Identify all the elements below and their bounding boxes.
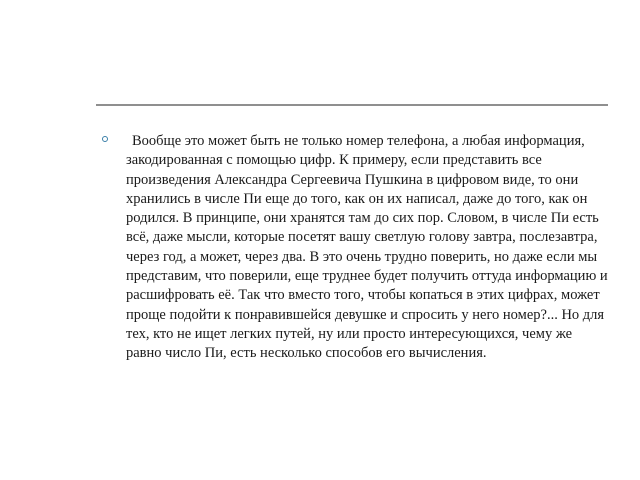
- bullet-item: [100, 132, 608, 364]
- title-divider-line: [96, 104, 608, 106]
- bullet-circle-icon: [102, 136, 108, 142]
- slide-content: [100, 132, 608, 364]
- bullet-text: Вообще это может быть не только номер телефона, а любая информация, закодированная с помощью цифр. К примеру, если представить все произведения Александра Сергеевича Пушкина в цифровом виде, то они хранились в числе Пи еще до того, как он их написал, даже до того, как он родился. В принципе, они хранятся там до сих пор. Словом, в числе Пи есть всё, даже мысли, которые посетят вашу светлую голову завтра, послезавтра, через год, а может, через два. В это очень трудно поверить, но даже если мы представим, что поверили, еще труднее будет получить оттуда информацию и расшифровать её. Так что вместо того, чтобы копаться в этих цифрах, может проще подойти к понравившейся девушке и спросить у него номер?... Но для тех, кто не ищет легких путей, ну или просто интересующихся, чему же равно число Пи, есть несколько способов его вычисления.: [126, 133, 608, 362]
